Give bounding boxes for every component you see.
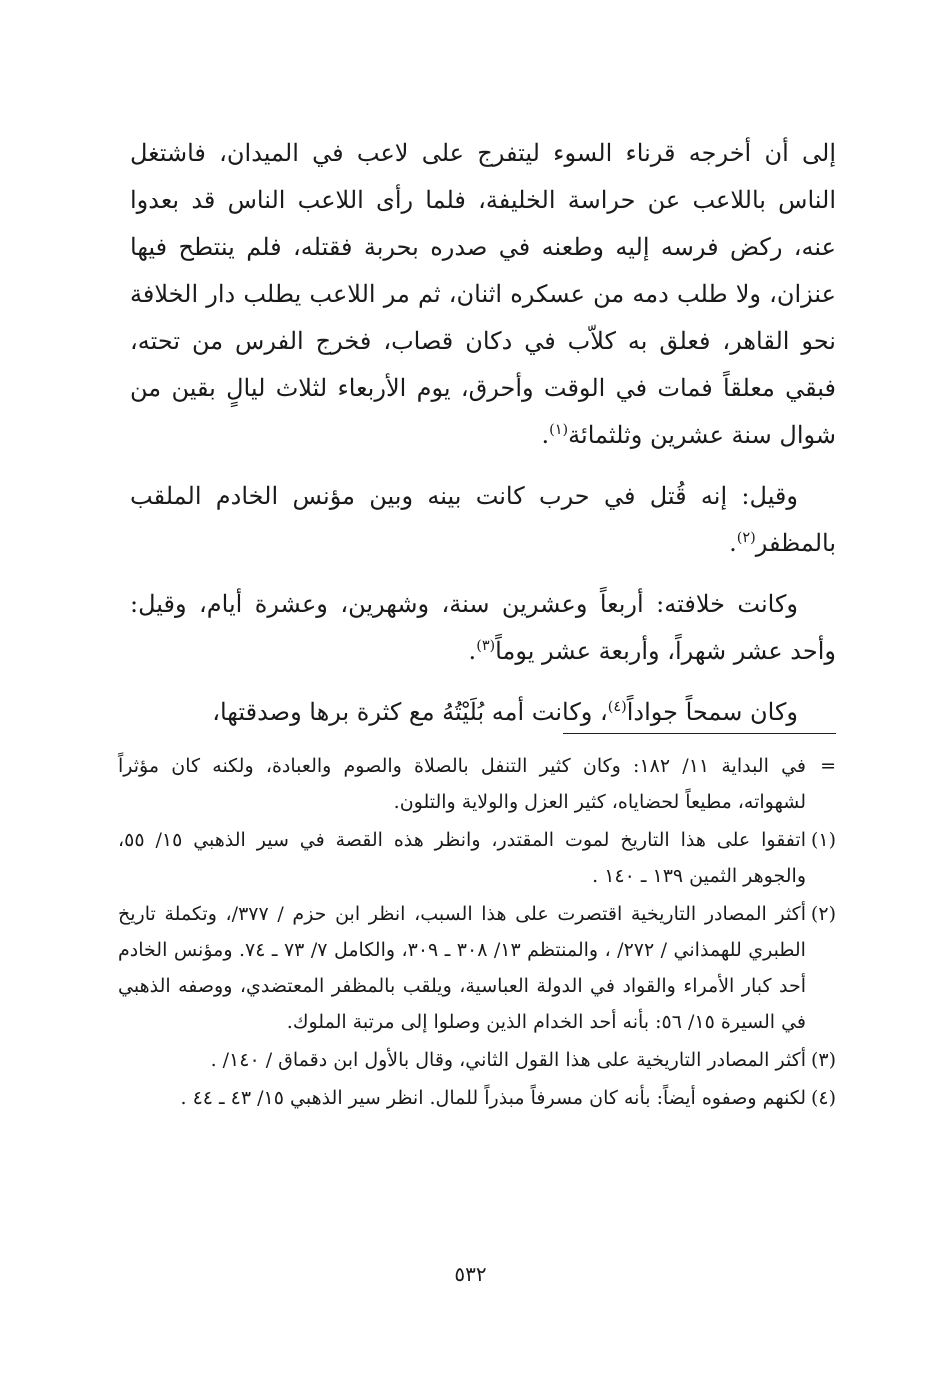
footnote-ref-4: (٤) [607,699,627,715]
page-number: ٥٣٢ [454,1262,487,1286]
paragraph-4: وكان سمحاً جواداً$^{(٤)}$، وكانت أمه بُلَيْتُهُ مع كثرة برها وصدقتها، [212,698,798,726]
footnote-ref-1: (١) [549,422,569,438]
footnote-ref-3: (٣) [476,638,496,654]
footnote-1: (١)اتفقوا على هذا التاريخ لموت المقتدر، وانظر هذه القصة في سير الذهبي ١٥/ ٥٥، والجوهر الثمين ١٣٩ ـ ١٤٠ . [118,829,836,887]
footnote-4: (٤)لكنهم وصفوه أيضاً: بأنه كان مسرفاً مبذراً للمال. انظر سير الذهبي ١٥/ ٤٣ ـ ٤٤ . [180,1087,836,1109]
paragraph-1: إلى أن أخرجه قرناء السوء ليتفرج على لاعب في الميدان، فاشتغل الناس باللاعب عن حراسة الخليفة، فلما رأى اللاعب الناس قد بعدوا عنه، ركض فرسه إليه وطعنه في صدره بحربة فقتله، فلم ينتطح فيها عنزان، ولا طلب دمه من عسكره اثنان، ثم مر اللاعب يطلب دار الخلافة نحو القاهر، فعلق به كلاّب في دكان قصاب، فخرج الفرس من تحته، فبقي معلقاً فمات في الوقت وأحرق، يوم الأربعاء لثلاث ليالٍ بقين من شوال سنة عشرين وثلثمائة$^{(١)}$. [130,139,836,449]
paragraph-3: وكانت خلافته: أربعاً وعشرين سنة، وشهرين، وعشرة أيام، وقيل: وأحد عشر شهراً، وأربعة عشر يوماً$^{(٣)}$. [130,590,836,665]
main-text [130,130,836,750]
footnote-3: (٣)أكثر المصادر التاريخية على هذا القول الثاني، وقال بالأول ابن دقماق / ١٤٠/ . [210,1049,836,1071]
footnote-ref-2: (٢) [736,530,756,546]
footnote-continued: =في البداية ١١/ ١٨٢: وكان كثير التنفل بالصلاة والصوم والعبادة، ولكنه كان مؤثراً لشهواته، مطيعاً لحضاياه، كثير العزل والولاية والتلون. [118,755,836,813]
footnote-2: (٢)أكثر المصادر التاريخية اقتصرت على هذا السبب، انظر ابن حزم / ٣٧٧/، وتكملة تاريخ الطبري للهمذاني / ٢٧٢/ ، والمنتظم ١٣/ ٣٠٨ ـ ٣٠٩، والكامل ٧/ ٧٣ ـ ٧٤. ومؤنس الخادم أحد كبار الأمراء والقواد في الدولة العباسية، ويلقب بالمظفر المعتضدي، ووصفه الذهبي في السيرة ١٥/ ٥٦: بأنه أحد الخدام الذين وصلوا إلى مرتبة الملوك. [118,903,836,1033]
paragraph-2: وقيل: إنه قُتل في حرب كانت بينه وبين مؤنس الخادم الملقب بالمظفر$^{(٢)}$. [130,482,836,557]
footnote-divider [563,733,836,734]
footnotes [118,748,836,1118]
